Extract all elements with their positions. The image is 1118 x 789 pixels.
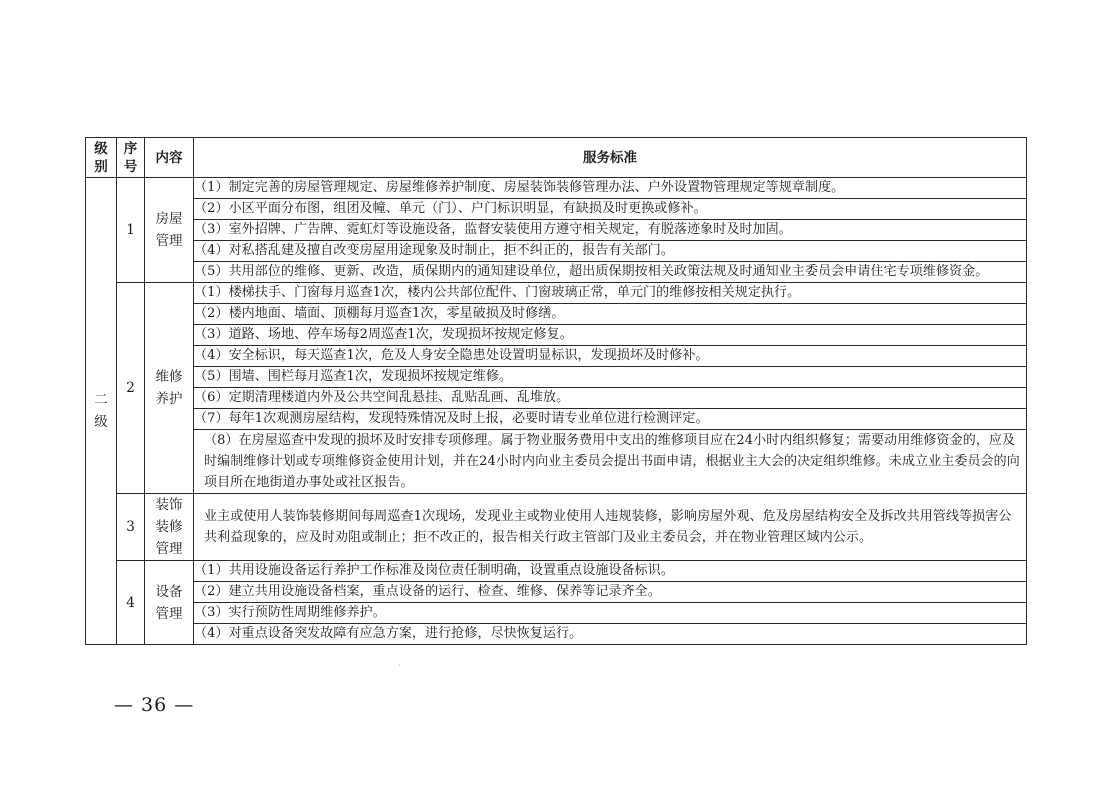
table-row	[86, 304, 1027, 325]
scan-speck: ·	[398, 661, 401, 670]
table-body	[86, 178, 1027, 645]
table-row	[86, 388, 1027, 409]
standard-item: （2）建立共用设施设备档案，重点设备的运行、检查、维修、保养等记录齐全。	[194, 582, 1027, 603]
header-level: 级 别	[86, 138, 117, 178]
standard-item: （3）室外招牌、广告牌、霓虹灯等设施设备，监督安装使用方遵守相关规定，有脱落迹象时及时加固。	[194, 220, 1027, 241]
table-row	[86, 603, 1027, 624]
table-row	[86, 241, 1027, 262]
standard-item: （4）安全标识，每天巡查1次，危及人身安全隐患处设置明显标识，发现损坏及时修补。	[194, 346, 1027, 367]
standard-item: （1）楼梯扶手、门窗每月巡查1次，楼内公共部位配件、门窗玻璃正常，单元门的维修按相关规定执行。	[194, 283, 1027, 304]
table-row	[86, 283, 1027, 304]
seq-cell: 1	[117, 178, 145, 283]
standard-item: 业主或使用人装饰装修期间每周巡查1次现场，发现业主或物业使用人违规装修，影响房屋外观、危及房屋结构安全及拆改共用管线等损害公共利益现象的，应及时劝阻或制止；拒不改正的，报告相关行政主管部门及业主委员会，并在物业管理区域内公示。	[194, 494, 1027, 561]
table-row	[86, 367, 1027, 388]
page-number: — 36 —	[114, 694, 195, 716]
table-row	[86, 561, 1027, 582]
standard-item: （1）制定完善的房屋管理规定、房屋维修养护制度、房屋装饰装修管理办法、户外设置物管理规定等规章制度。	[194, 178, 1027, 199]
table-row	[86, 346, 1027, 367]
header-seq: 序 号	[117, 138, 145, 178]
standard-item: （8）在房屋巡查中发现的损坏及时安排专项修理。属于物业服务费用中支出的维修项目应在24小时内组织修复；需要动用维修资金的，应及时编制维修计划或专项维修资金使用计划，并在24小时内向业主委员会提出书面申请，根据业主大会的决定组织维修。未成立业主委员会的向项目所在地街道办事处或社区报告。	[194, 430, 1027, 494]
table-row	[86, 220, 1027, 241]
table-row	[86, 624, 1027, 645]
standard-item: （3）实行预防性周期维修养护。	[194, 603, 1027, 624]
table-row	[86, 430, 1027, 494]
standard-item: （7）每年1次观测房屋结构，发现特殊情况及时上报，必要时请专业单位进行检测评定。	[194, 409, 1027, 430]
table-row	[86, 582, 1027, 603]
category-cell: 维修 养护	[145, 283, 194, 494]
table-row	[86, 199, 1027, 220]
standard-item: （2）小区平面分布图，组团及幢、单元（门）、户门标识明显，有缺损及时更换或修补。	[194, 199, 1027, 220]
standard-item: （4）对私搭乱建及擅自改变房屋用途现象及时制止，拒不纠正的，报告有关部门。	[194, 241, 1027, 262]
level-cell: 二 级	[86, 178, 117, 645]
header-content: 内容	[145, 138, 194, 178]
standard-item: （2）楼内地面、墙面、顶棚每月巡查1次，零星破损及时修缮。	[194, 304, 1027, 325]
seq-cell: 2	[117, 283, 145, 494]
category-cell: 设备 管理	[145, 561, 194, 645]
standard-item: （5）共用部位的维修、更新、改造，质保期内的通知建设单位，超出质保期按相关政策法规及时通知业主委员会申请住宅专项维修资金。	[194, 262, 1027, 283]
table-row	[86, 325, 1027, 346]
standard-item: （3）道路、场地、停车场每2周巡查1次，发现损坏按规定修复。	[194, 325, 1027, 346]
seq-cell: 3	[117, 494, 145, 561]
table-row	[86, 409, 1027, 430]
table-row	[86, 178, 1027, 199]
standard-item: （6）定期清理楼道内外及公共空间乱悬挂、乱贴乱画、乱堆放。	[194, 388, 1027, 409]
standard-item: （4）对重点设备突发故障有应急方案，进行抢修，尽快恢复运行。	[194, 624, 1027, 645]
standard-item: （5）围墙、围栏每月巡查1次，发现损坏按规定维修。	[194, 367, 1027, 388]
standard-item: （1）共用设施设备运行养护工作标准及岗位责任制明确，设置重点设施设备标识。	[194, 561, 1027, 582]
header-standard: 服务标准	[194, 138, 1027, 178]
service-standard-table	[85, 137, 1027, 645]
table-header-row	[86, 138, 1027, 178]
table-row	[86, 494, 1027, 561]
category-cell: 装饰 装修 管理	[145, 494, 194, 561]
table-row	[86, 262, 1027, 283]
seq-cell: 4	[117, 561, 145, 645]
category-cell: 房屋 管理	[145, 178, 194, 283]
